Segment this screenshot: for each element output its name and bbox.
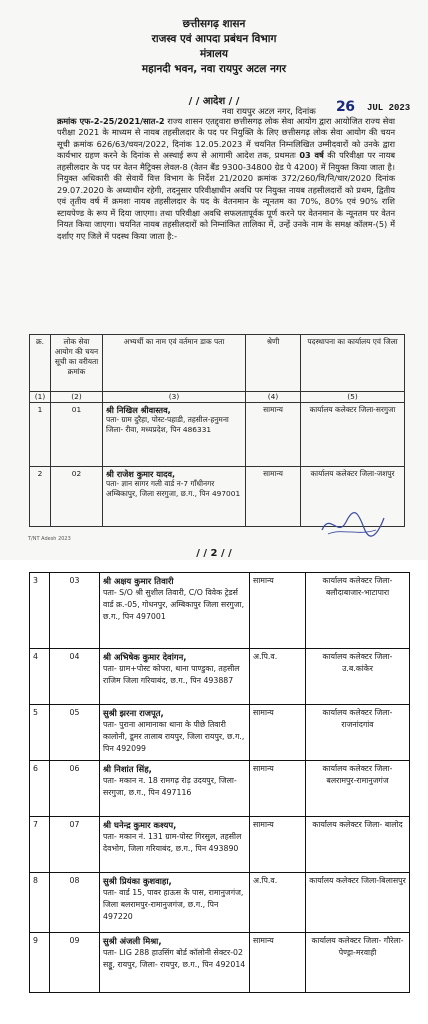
letterhead (0, 17, 428, 77)
cell-rank: 03 (50, 573, 100, 649)
candidate-name: सुश्री झरना राजपूत, (103, 708, 164, 718)
table-number-row (30, 392, 405, 403)
cell-sno: 6 (30, 761, 50, 817)
candidate-name: श्री अभिषेक कुमार देवांगन, (103, 652, 187, 662)
posting-table-page-1 (29, 334, 405, 527)
candidate-address: पता- LIG 288 हाउसिंग बोर्ड कॉलोनी सेक्टर-02 सड्डू, रायपुर, जिला- रायपुर, छ.ग., पिन 492014 (103, 948, 246, 969)
table-row (30, 933, 410, 993)
department-name: राजस्व एवं आपदा प्रबंधन विभाग (151, 33, 277, 45)
cell-candidate (100, 573, 250, 649)
order-number: क्रमांक एफ-2-25/2021/सात-2 (57, 116, 165, 126)
order-title: / / आदेश / / (188, 96, 240, 107)
cell-category: अ.पि.व. (250, 649, 306, 705)
candidate-address: पता- ज्ञान सागर गली वार्ड न-7 गाँधीनगर अम्बिकापुर, जिला सरगुजा, छ.ग., पिन 497001 (106, 479, 241, 498)
date-month-year: JUL 2023 (367, 103, 411, 113)
order-text-continued: की परिवीक्षा पर नायब तहसीलदार के पद पर वेतन मैट्रिक्स लेवल-8 (वेतन बैंड 9300-34800 ग्रेड पे 4200) में नियुक्त किया जाता है। नियुक्त अधिकारी की सेवायें वित्त विभाग के निर्देश 21/2020 क्रमांक 372/260/वि/नि/चार/2020 दिनांक 29.07.2020 के अध्याधीन रहेगी, तदनुसार परिवीक्षाधीन अवधि पर नियुक्त नायब तहसीलदारों को प्रथम, द्वितीय एवं तृतीय वर्ष में क्रमशः नायब तहसीलदार के पद के वेतनमान के न्यूनतम का 70%, 80% एवं 90% राशि स्टायपेण्ड के रूप में दिया जाएगा। तथा परिवीक्षा अवधि सफलतापूर्वक पूर्ण करने पर वेतनमान के न्यूनतम पर वेतन नियत किया जाएगा। चयनित नायब तहसीलदारों को निम्नांकित तालिका में, उन्हें उनके नाम के समक्ष कॉलम-(5) में दर्शाए गए जिले में पदस्थ किया जाता है:- (57, 150, 395, 241)
table-row (30, 761, 410, 817)
posting-table-page-2 (29, 572, 410, 993)
cell-posting: कार्यालय कलेक्टर जिला- बलौदाबाजार-भाटापारा (306, 573, 410, 649)
date-stamp: 26 (336, 99, 355, 115)
cell-rank: 06 (50, 761, 100, 817)
candidate-address: पता- S/O श्री सुशील तिवारी, C/O विवेक ट्रेडर्स वार्ड क्र.-05, गोधनपुर, अम्बिकापुर जिला सरगुजा, छ.ग., पिन 497001 (103, 588, 245, 621)
col-number: (4) (246, 392, 301, 403)
table-header-row (30, 335, 405, 392)
candidate-address: पता- मकान न. 18 रामगढ़ रोड़ उदयपुर, जिला- सरगुजा, छ.ग., पिन 497116 (103, 776, 237, 797)
cell-posting: कार्यालय कलेक्टर जिला-उ.ब.कांकेर (306, 649, 410, 705)
candidate-address: पता- ग्राम दुरैहा, पोस्ट-पहाडी, तहसील-हनुमना जिला- रीवा, मध्यप्रदेश, पिन 486331 (106, 415, 229, 434)
cell-sno: 1 (30, 403, 51, 467)
cell-candidate (100, 649, 250, 705)
cell-category: सामान्य (250, 817, 306, 873)
office-address: महानदी भवन, नवा रायपुर अटल नगर (141, 63, 287, 75)
cell-category: सामान्य (250, 573, 306, 649)
cell-candidate (100, 705, 250, 761)
candidate-name: श्री निशांत सिंह, (103, 764, 152, 774)
header-sno: क्र. (30, 335, 51, 392)
cell-category: सामान्य (250, 761, 306, 817)
header-rank: लोक सेवा आयोग की चयन सूची का वरीयता क्रमांक (51, 335, 103, 392)
candidate-name: सुश्री अंजली मिश्रा, (103, 936, 162, 946)
signature-scribble (318, 508, 388, 540)
cell-posting: कार्यालय कलेक्टर जिला-बिलासपुर (306, 873, 410, 933)
cell-sno: 8 (30, 873, 50, 933)
cell-sno: 4 (30, 649, 50, 705)
cell-posting: कार्यालय कलेक्टर जिला-सरगुजा (301, 403, 405, 467)
cell-rank: 09 (50, 933, 100, 993)
table-row (30, 873, 410, 933)
footer-note: T/NT Adesh 2023 (28, 536, 71, 542)
table-row (30, 403, 405, 467)
cell-posting: कार्यालय कलेक्टर जिला- बालोद (306, 817, 410, 873)
govt-name: छत्तीसगढ़ शासन (182, 18, 246, 30)
probation-period: 03 वर्ष (299, 150, 324, 161)
cell-posting: कार्यालय कलेक्टर जिला- बलरामपुर-रामानुजगंज (306, 761, 410, 817)
cell-candidate (100, 817, 250, 873)
header-posting: पदस्थापना का कार्यालय एवं जिला (301, 335, 405, 392)
cell-rank: 07 (50, 817, 100, 873)
cell-posting: कार्यालय कलेक्टर जिला- गौरेला-पेण्ड्रा-मरवाही (306, 933, 410, 993)
cell-rank: 04 (50, 649, 100, 705)
ministry-name: मंत्रालय (199, 48, 228, 60)
table-row (30, 573, 410, 649)
candidate-address: पता- वार्ड 15, पावर हाऊस के पास, रामानुजगंज, जिला बलरामपुर-रामानुजगंज, छ.ग., पिन 497220 (103, 888, 244, 921)
col-number: (3) (103, 392, 246, 403)
cell-posting: कार्यालय कलेक्टर जिला-राजनांदगांव (306, 705, 410, 761)
cell-sno: 2 (30, 467, 51, 527)
candidate-name: सुश्री प्रियंका कुशवाहा, (103, 876, 172, 886)
order-body (57, 116, 395, 242)
candidate-name: श्री राजेश कुमार यादव, (106, 469, 176, 479)
cell-rank: 01 (51, 403, 103, 467)
candidate-address: पता- ग्राम+पोस्ट कोपरा, थाना पाण्डुका, तहसील राजिम जिला गरियाबंद, छ.ग., पिन 493887 (103, 664, 240, 685)
cell-category: सामान्य (246, 403, 301, 467)
header-candidate: अभ्यर्थी का नाम एवं वर्तमान डाक पता (103, 335, 246, 392)
cell-posting: कार्यालय कलेक्टर जिला-जशपुर (301, 467, 405, 527)
cell-candidate (100, 873, 250, 933)
col-number: (1) (30, 392, 51, 403)
cell-category: अ.पि.व. (250, 873, 306, 933)
cell-category: सामान्य (250, 705, 306, 761)
cell-rank: 05 (50, 705, 100, 761)
cell-rank: 08 (50, 873, 100, 933)
cell-category: सामान्य (250, 933, 306, 993)
date-place: नवा रायपुर अटल नगर, दिनांक (222, 107, 316, 117)
candidate-name: श्री निखिल श्रीवास्तव, (106, 405, 171, 415)
cell-rank: 02 (51, 467, 103, 527)
cell-sno: 3 (30, 573, 50, 649)
table-row (30, 705, 410, 761)
cell-sno: 7 (30, 817, 50, 873)
page-number: / / 2 / / (196, 548, 232, 559)
candidate-address: पता- पुराना आमानाका थाना के पीछे तिवारी कालोनी, डूमर तालाब रायपुर, जिला रायपुर, छ.ग., पिन 492099 (103, 720, 245, 753)
cell-candidate (100, 761, 250, 817)
col-number: (2) (51, 392, 103, 403)
col-number: (5) (301, 392, 405, 403)
table-row (30, 649, 410, 705)
order-text: राज्य शासन एतद्द्वारा छत्तीसगढ़ लोक सेवा आयोग द्वारा आयोजित राज्य सेवा परीक्षा 2021 के माध्यम से नायब तहसीलदार के पद पर नियुक्ति के लिए छत्तीसगढ़ लोक सेवा आयोग की चयन सूची क्रमांक 626/63/चयन/2022, दिनांक 12.05.2023 में चयनित निम्नलिखित उम्मीदवारों को उनके द्वारा कार्यभार ग्रहण करने के दिनांक से अस्थाई रूप से आगामी आदेश तक, प्रथमतः (57, 116, 395, 161)
cell-sno: 9 (30, 933, 50, 993)
document-page-2 (0, 572, 428, 1024)
cell-category: सामान्य (246, 467, 301, 527)
cell-candidate (100, 933, 250, 993)
candidate-address: पता- मकान नं. 131 ग्राम-पोस्ट गिरसुल, तहसील देवभोग, जिला गरियाबंद, छ.ग., पिन 493890 (103, 832, 242, 853)
cell-sno: 5 (30, 705, 50, 761)
cell-candidate (103, 403, 246, 467)
candidate-name: श्री घनेन्द्र कुमार कश्यप, (103, 820, 177, 830)
table-row (30, 817, 410, 873)
header-category: श्रेणी (246, 335, 301, 392)
cell-candidate (103, 467, 246, 527)
candidate-name: श्री अक्षय कुमार तिवारी (103, 576, 174, 586)
